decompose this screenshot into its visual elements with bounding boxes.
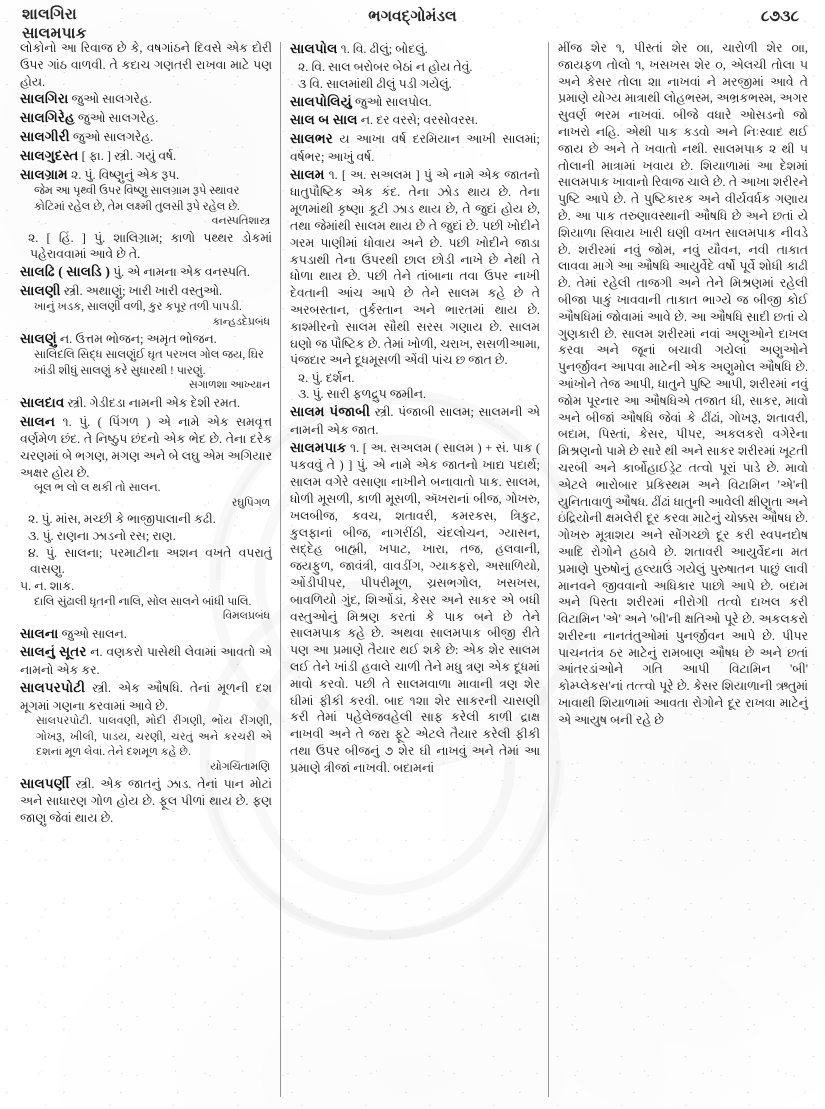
headword: સાલમ પંજાબી (290, 404, 371, 420)
entry-citation: યોગચિંતામણિ (210, 760, 270, 773)
definition: સ્ત્રી. એક ઔષધિ. તેનાં મૂળની દશ મૂગમાં ગણના કરવામાં આવે છે. (20, 681, 272, 713)
column-1-continuation: લોકોનો આ રિવાજ છે કે, વષગાંઠને દિવસે એક દોરી ઉપર ગાંઠ વાળવી. તે કદાચ ગણતરી રાખવા માટે પણ હોય. (20, 41, 272, 89)
entry-citation: વનસ્પતિશાસ્ત્ર (211, 215, 270, 228)
entry-sense: ૨. પું. દર્શન. (298, 370, 355, 385)
dictionary-entry (20, 330, 272, 393)
definition: સ્ત્રી. પંજાબી સાલમ; સાલમની એ નામની એક જાત. (290, 405, 540, 437)
dictionary-entry (20, 90, 272, 108)
definition: [ ફા. ] સ્ત્રી. ગયું વર્ષ. (81, 149, 177, 164)
dictionary-entry (290, 130, 540, 165)
dictionary-entry (290, 93, 540, 111)
headword: સાલનું સૂતર (20, 644, 87, 660)
entry-quotation: બૂલ ભ લો લ થકી તો સાલન. (34, 482, 161, 495)
definition: ૧. પું. ( પિંગળ ) એ નામે એક સમવૃત્ત વર્ણમેળ છંદ. તે નિષ્ઠુપ છંદનો એક ભેદ છે. તેના દરેક ચરણમાં બે ભગણ, મગણ અને બે લઘુ એમ અગિયાર અક્ષર હોય છે. (20, 414, 272, 480)
column-divider-1 (280, 42, 281, 1097)
headword: સાલમપાક (290, 439, 347, 455)
dictionary-entry (20, 263, 272, 281)
entry-sense: ૫. ન. શાક. (20, 579, 75, 594)
definition: સ્ત્રી. અથાણું; ખારી ખારી વસ્તુઓ. (63, 284, 223, 299)
definition: ૨. પું. વિષ્ણુનું એક રૂપ. (70, 168, 180, 183)
definition: ૧. [ અ. સઅલમ ( સાલમ ) + સં. પાક ( પકવવું તે ) ] પું. એ નામે એક જાતનો ખાદ્ય પદાર્થ; સાલમ વગેરે વસાણા નાખીને બનાવાતો પાક. સાલમ, ધોળી મૂસળી, કાળી મૂસળી, ઍખરાનાં બીજ, ગોખરુ, ખલબીજ, કવચ, શતાવરી, કમરકસ, ત્રિકુટ, કુલફાનાં બીજ, નાગરીંઠી, ચંદલોચન, ગ્યાસન, સદ્દેહ બાહ્મી, ખપાટ, ખારા, તજ, હલવાની, જયફુળ, જાવંત્રી, વાવડીંગ, ગ્યાકફરો, અસાળિયો, ઓંડીપીપર, પીપરીમૂળ, ચ્રસભગોલ, ખસખસ, બાવળિયો ગુંદ, શિઓંડાં, કેસર અને સાકર એ બધી વસ્તુઓનું મિશ્રણ કરતાં કે પાક બને છે તેને સાલમપાક કહે છે. અથવા સાલમપાક બીજી રીતે પણ આ પ્રમાણે તૈયાર થઈ શકે છે: એક શેર સાલમ લઈ તેને ખાંડી હવાલે ચાળી તેને મધુ ત્રણ એક દૂધમાં માવો કરવો. પછી તે સાલમવાળા માવાની ત્રણ શેર ઘીમાં ફીકી કરવી. બાદ ૧૨ાા શેર સાકરની ચાસણી કરી તેમાં પહેલેજવહેલી સાફ કરેલી કાળી દ્રાક્ષ નાખવી અને તે જરા ફૂટે એટલે તૈયાર કરેલી ફીકી તથા ઉપર બીજનું ૭ શેર ઘી નાખવું અને તેમાં આ પ્રમાણે ત્રીજાં નાખવી. બદામનાં (290, 440, 540, 775)
headword: સાલપોલિયું (290, 93, 352, 109)
definition: ન. દર વરસે; વરસોવરસ. (360, 113, 478, 128)
headword: સાલગુદસ્ત (20, 148, 79, 164)
entry-sense: ૩ વિ. સાલમાંથી ઢીલું પડી ગયેલું. (298, 76, 452, 91)
headword: સાલઢિ ( સાલડિ ) (20, 264, 110, 280)
headword: સાલગ્રામ (20, 167, 68, 183)
headword: સાલભર (290, 131, 333, 147)
headword: સાલ બ સાલ (290, 112, 358, 128)
definition: જુઓ સાલગરેહ. (77, 111, 159, 126)
entry-quotation: જેમ આ પૃથ્વી ઉપર વિષ્ણુ સાલગ્રામ રૂપે સ્થાવર કોટિમાં રહેલ છે, તેમ લક્ષ્મી તુલસી રૂપે રહેલ છે. (34, 185, 240, 213)
dictionary-entry (290, 403, 540, 438)
entry-quotation: ખાનું ખડક, સાલણી વળી, કુર કપૂર તળી પાપડી. (34, 301, 242, 314)
running-head (0, 0, 825, 46)
dictionary-entry (20, 643, 272, 678)
entry-citation: રઘુપિંગળ (231, 496, 270, 509)
definition: ય આખા વર્ષ દરમિયાન આખી સાલમાં; વર્ષભર; આખું વર્ષ. (290, 132, 540, 164)
headword: સાલન (20, 413, 56, 429)
definition: ન. વણકરો પાસેથી લેવામાં આવતો એ નામનો એક કર. (20, 645, 272, 677)
headword: સાલગિરા (20, 91, 69, 107)
entry-quotation: દાલિ સુંઢાલી ધૃતની નાલિ, સોલ સાલને બાંધી પાલિ. (34, 595, 252, 608)
headword: સાલગિરેહ (20, 110, 75, 126)
entry-citation: સગાળશા આખ્યાન (188, 379, 270, 392)
running-head-left-line2: સાલમપાક (22, 25, 87, 42)
definition: સ્ત્રી. ગેડીદડા નામની એક દેશી રમત. (67, 395, 241, 410)
headword: સાલમ (290, 167, 325, 183)
definition: સ્ત્રી. એક જાતનું ઝાડ. તેનાં પાન મોટાં અને સાધારણ ગોળ હોય છે. ફૂલ પીળાં થાય છે. ફણ જાણુ જેવાં થાય છે. (20, 776, 272, 826)
dictionary-entry (290, 111, 540, 129)
column-1 (20, 40, 272, 827)
dictionary-entry (290, 439, 540, 777)
definition: જુઓ સાલપોલ. (354, 94, 432, 109)
page-number: ૮૭૩૮ (760, 8, 799, 25)
definition: ૧. વિ. ઢીલું; બોદલું. (340, 42, 428, 56)
running-head-left-line1: શાલગિરા (22, 6, 77, 23)
dictionary-entry (20, 128, 272, 146)
dictionary-entry (20, 413, 272, 511)
column-area (0, 40, 825, 1105)
column-divider-2 (548, 42, 549, 1097)
entry-sense: ૨. વિ. સાલ બરોબર બેઠાં ન હોય તેવું. (298, 59, 473, 74)
dictionary-entry (20, 282, 272, 330)
entry-citation: વિમલપ્રબંધ (222, 610, 270, 623)
headword: સાલપર્ણી (20, 775, 70, 791)
definition: જુઓ સાલન. (61, 626, 127, 641)
definition: ૧. [ અ. સઅલમ ] પું એ નામે એક જાતનો ધાતુપૌષ્ટિક એક કંદ. તેના ઝોડ થાય છે. તેના મૂળમાંથી કૃષ્ણા કૂટી ઝાડ થાય છે, તે જુદાં હોય છે, તથા જેમાંથી સાલમ થાય છે તે જુદાં છે. પછી ખોદીને ગરમ પાણીમાં ધોવાય અને છે. પછી ખોદીને જાડા કપડાથી તેના ઉપરથી છાલ છોડી નાખે છે નેથી તે ધોળા થાય છે. પછી તેને તાંબાના તવા ઉપર નાખી દેવતાની આંચ આપે છે તેને સાલમ કહે છે તે અરબસ્તાન, તુર્કસ્તાન અને ભારતમાં થાય છે. કાશ્મીરનો સાલમ સૌથી સરસ ગણાય છે. સાલમ ઘણો જ પૌષ્ટિક છે. તેમાં ખોળી, ચરાખ, સસળીઆમા, પંજદાર અને દૂધમૂસળી એંવી પાંચ છ જાત છે. (290, 168, 540, 368)
dictionary-entry (20, 679, 272, 774)
definition: જુઓ સાલગરેહ. (71, 92, 152, 107)
entry-sense: ૨. પું. માંસ, મચ્છી કે ભાજીપાલાની કઢી. (28, 511, 216, 526)
headword: સાલપરપોટી (20, 680, 86, 696)
column-2 (290, 40, 540, 777)
column-3-body-text: મીંજ શેર ૧, પીસ્તાં શેર ૦ાા, ચારોળી શેર ૦ાા, જાયફળ તોલો ૧, ખસખસ શેર ૦, એલચી તોલા ૫ અને કેસર તોલા ૨ાા નાખવાં ને મરજીમાં આવે તે પ્રમાણે યોગ્ય માત્રાથી લોહભસ્મ, અભ્રકભસ્મ, અગર સુવર્ણ ભરમ નાખવાં. બીજે વધારે ઓસડનો જો નાખરો નહિ. એથી પાક કડવો અને નિઃસ્વાદ થઈ જાય છે અને તે ખવાતો નથી. સાલમપાક ૨ થી ૫ તોલાની માત્રામાં ખવાય છે. શિયાળામાં આ દેશમાં સાલમપાક ખાવાનો રિવાજ ચાલે છે. તે આખા શરીરને પુષ્ટિ આપે છે. તે પુષ્ટિકારક અને વીર્યવર્ધક ગણાય છે. આ પાક તરુણાવસ્થાની ઔષધિ છે અને છતાં યે શિયાળા સિવાય ખારી ઘણી વખત સાલમપાક નીવડે છે. શરીરમાં નવું જોમ, નવું યૌવન, નવી તાકાત લાવવા માગે આ ઔષધિ આયુર્વેદે વર્ષો પૂર્વે શોધી કાઢી છે. તેમાં રહેલી તાજગી અને તેને મિશ્રણમાં રહેલી બીજા પાકું ખાવવાની તાકાત ભાગ્યે જ બીજી કોઈ ઔષધિમાં જોવામાં આવે છે. આ ઔષધિ સાદી છતાં યે ગુણકારી છે. સાલમ શરીરમાં નવાં અણુઓને દાખલ કરવા અને જૂનાં બચાવી ગયેલાં અણુઓને પુનર્જીવન આપવા માટેની એક અણુમોલ ઔષધિ છે. આંખોને તેજ આપી, ધાતુને પુષ્ટિ આપી, શરીરમાં નવું જોમ પૂરનાર આ ઔષધિએ તજાત ધી, સાકર, માવો અને બીજાં ઔષધિ જેવાં કે ઢીંઢાં, ગોખરૂ, શતાવરી, બદામ, પિસ્તાં, કેસર, પીપર, અકલકરો વગેરેના મિશ્રણનો પામે છે સારે થી અને સાકર શરીરમાં ખૂટતી ચરબી અને કાર્બોહાઈડ્રેટ તત્વો પૂરાં પાડે છે. માવો એટલે ભારોબાર પ્રકિસ્થમ અને વિટામિન 'એ'ની યુનિતાવાળું ઔષધ. ઢીંઢાં ધાતુની આવેલી ક્ષીણુતા અને ઇંદ્રિયોની ક્ષમલેરી દૂર કરવા માટેનું ચોક્કસ ઔષધ છે. ગોખરુ મૂત્રાશય અને સોંગચ્છો દૂર કરી સ્વપનદોષ આદિ રોગોને હઠાવે છે. શતાવરી આયુર્વેદના મત પ્રમાણે પુરુષોનું હલ્યાઉં ગયેલું પુરુષાતન પાછું લાવી માનવને જીવવાનો અધિકાર પાછો આપે છે. બદામ અને પિસ્તા શરીરમાં નીરોગી તત્વો દાખલ કરી વિટામિન 'એ' અને 'બી'ની ક્ષતિઓ પૂરે છે. અકલકરો શરીરના નાનતંતુઓમાં પુનર્જીવન આપે છે. પીપર પાચનતંત્ર ઠર માટેનું રામબાણ ઔષધ છે અને છતાં આંતરડાંઓને ગતિ આપી વિટામિન 'બી' કોમ્પ્લેકસ'નાં તત્ત્વો પૂરે છે. કેસર શિયાળાની ઋતુમાં ખાવાથી શિયાળામાં આવતા રોગોને દૂર રાખવા માટેનું એ આયુષ બની રહે છે (558, 41, 808, 727)
dictionary-entry (20, 166, 272, 229)
headword: સાલગીરી (20, 129, 70, 145)
headword: સાલણી (20, 283, 61, 299)
definition: ન. ઉત્તમ ભોજન; અમૃત ભોજન. (59, 332, 217, 347)
headword: સાલના (20, 625, 59, 641)
definition: પું. એ નામના એક વનસ્પતિ. (113, 265, 251, 280)
dictionary-entry (20, 578, 272, 624)
book-title: ભગવદ્ગોમંડલ (368, 8, 457, 25)
definition: જુઓ સાલગરેહ. (72, 130, 154, 145)
entry-quotation: સાલિદલિ સિદ્ધ સાલણુંઈ ઘૃત પરખલ ગોલ જય, ઘિર ખાંડી શીધું સાલણું કરે સુધારથી ! પારણું. (34, 349, 264, 377)
headword: સાલણું (20, 331, 57, 347)
entry-sense: ૩. પું. સારી ફળદ્રુપ જમીન. (298, 387, 427, 402)
entry-sense: ૩. પું. રાણના ઝાડનો રસ; રાણ. (28, 528, 176, 543)
headword: સાલદાવ (20, 394, 65, 410)
dictionary-entry (20, 109, 272, 127)
column-3 (558, 40, 808, 729)
dictionary-entry (20, 394, 272, 412)
dictionary-entry (290, 166, 540, 369)
entry-sense: ૪. પું. સાલના; પરમાટીના અશન વખતે વપરાતું વાસણુ. (28, 545, 272, 577)
dictionary-entry (20, 147, 272, 165)
entry-sense: ૨. [ હિં. ] પું. શાલિગ્રામ; કાળો પથ્થર ડોકમાં પહેરાવવામાં આવે છે તે. (28, 230, 272, 262)
entry-citation: કાન્હડદેપ્રબંધ (212, 315, 270, 328)
headword: સાલપોલ (290, 41, 338, 56)
dictionary-entry (20, 625, 272, 643)
dictionary-entry (20, 775, 272, 827)
entry-subnote: સાલપરપોટી. પાલવણી, મોદી રીંગણી, ભોંય રીંગણી, ગોખરૂ, ખીલી, પાડય, ચરણી, ચરતું અને કરચરી એ દશનાં મૂળ લેવાં. તેને દશમૂળ કહે છે. (36, 715, 272, 759)
